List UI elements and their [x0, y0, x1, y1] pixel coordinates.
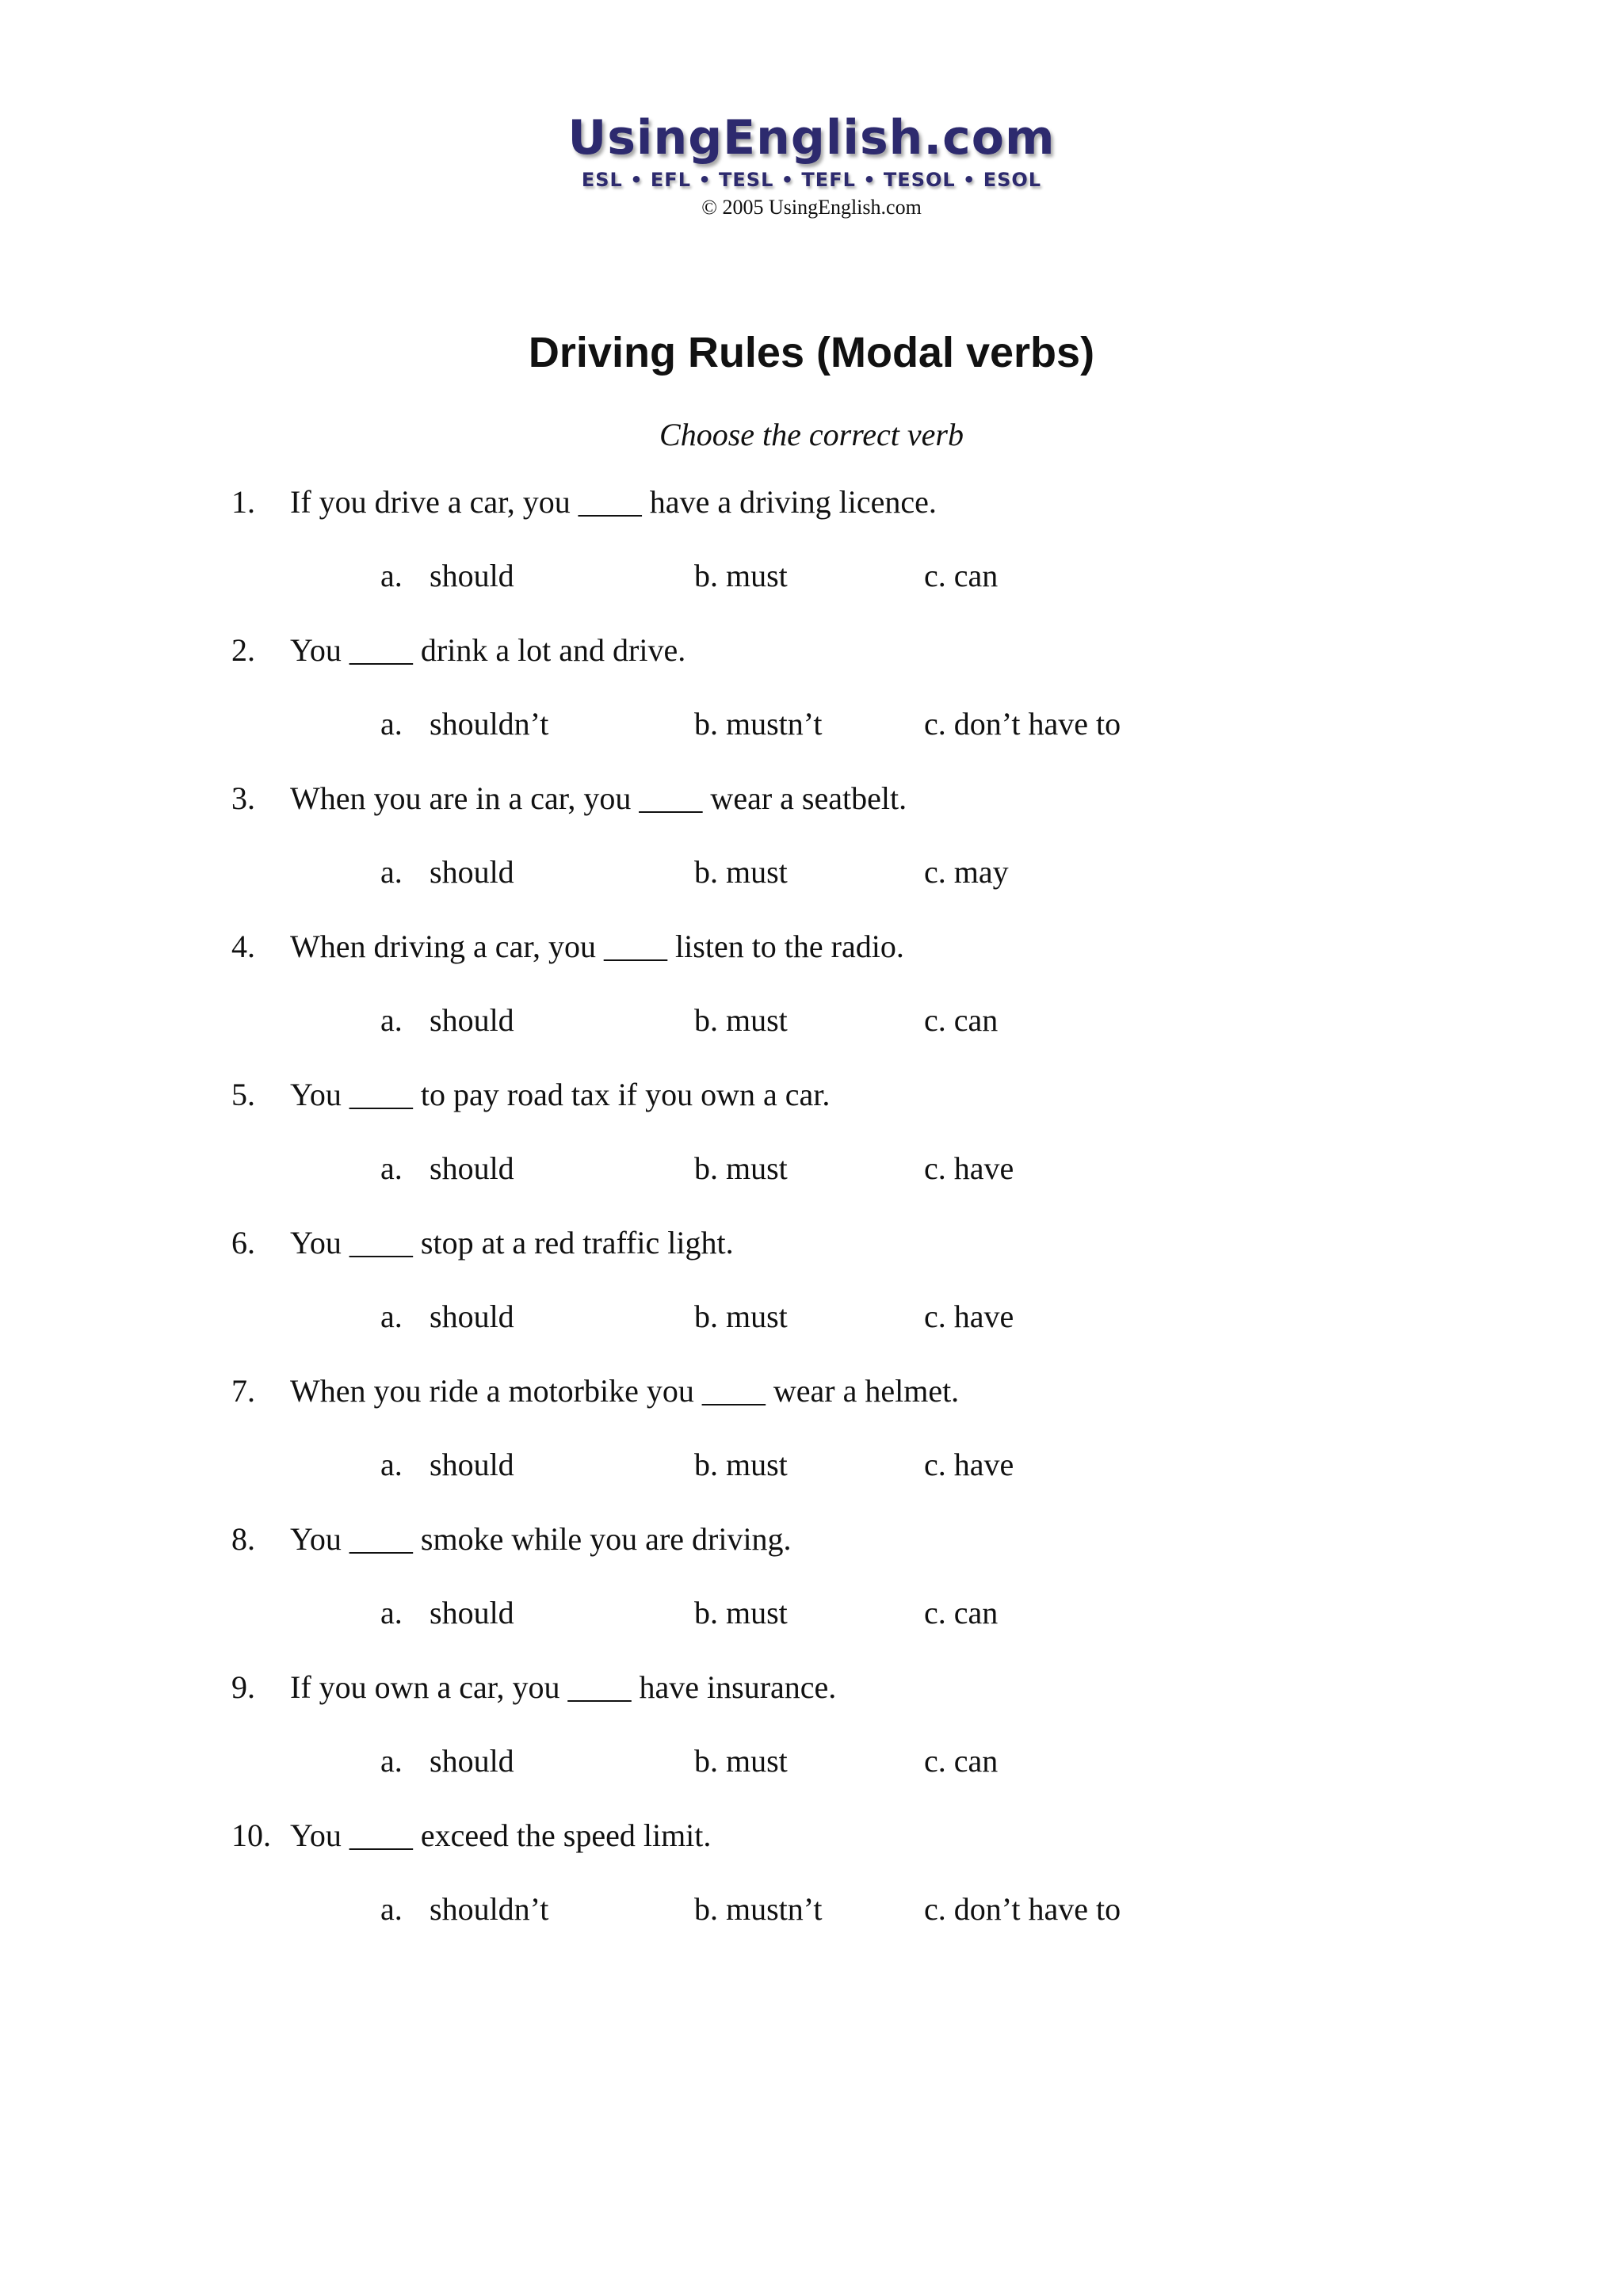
site-logo: UsingEnglish.com	[567, 110, 1056, 166]
question-row	[0, 482, 1623, 522]
question-number: 2.	[231, 632, 255, 668]
page-title: Driving Rules (Modal verbs)	[528, 329, 1095, 376]
answer-options-row	[0, 1001, 1623, 1040]
option-a: should	[430, 1595, 514, 1630]
option-a: should	[430, 1150, 514, 1186]
option-c: c. don’t have to	[924, 1891, 1121, 1927]
option-b: b. must	[694, 1595, 788, 1630]
answer-options-row	[0, 556, 1623, 596]
copyright-notice: © 2005 UsingEnglish.com	[701, 196, 922, 219]
question-number: 5.	[231, 1077, 255, 1112]
option-a: should	[430, 854, 514, 890]
option-a-letter: a.	[380, 558, 403, 593]
option-a-letter: a.	[380, 1447, 403, 1482]
question-row	[0, 927, 1623, 967]
answer-options-row	[0, 1297, 1623, 1337]
option-a: should	[430, 1299, 514, 1334]
question-text: You ____ drink a lot and drive.	[290, 632, 686, 668]
option-c: c. have	[924, 1150, 1014, 1186]
answer-options-row	[0, 1741, 1623, 1781]
option-a-letter: a.	[380, 1299, 403, 1334]
question-text: When driving a car, you ____ listen to the radio.	[290, 929, 904, 964]
answer-options-row	[0, 1445, 1623, 1485]
question-text: If you own a car, you ____ have insurance.	[290, 1669, 837, 1705]
option-a: should	[430, 1447, 514, 1482]
answer-options-row	[0, 1149, 1623, 1188]
question-number: 7.	[231, 1373, 255, 1409]
answer-options-row	[0, 704, 1623, 744]
question-text: When you ride a motorbike you ____ wear a helmet.	[290, 1373, 960, 1409]
option-c: c. have	[924, 1447, 1014, 1482]
question-number: 4.	[231, 929, 255, 964]
option-a: should	[430, 1002, 514, 1038]
option-c: c. may	[924, 854, 1009, 890]
question-row	[0, 1668, 1623, 1707]
option-a-letter: a.	[380, 1595, 403, 1630]
question-text: If you drive a car, you ____ have a driving licence.	[290, 484, 937, 520]
question-text: You ____ to pay road tax if you own a car.	[290, 1077, 831, 1112]
option-a-letter: a.	[380, 1891, 403, 1927]
answer-options-row	[0, 1890, 1623, 1929]
option-b: b. must	[694, 1002, 788, 1038]
option-b: b. must	[694, 1299, 788, 1334]
question-number: 6.	[231, 1225, 255, 1261]
question-text: You ____ stop at a red traffic light.	[290, 1225, 734, 1261]
option-c: c. can	[924, 1595, 999, 1630]
question-text: When you are in a car, you ____ wear a seatbelt.	[290, 780, 907, 816]
option-a: shouldn’t	[430, 706, 549, 742]
question-row	[0, 1816, 1623, 1855]
option-b: b. must	[694, 854, 788, 890]
answer-options-row	[0, 852, 1623, 892]
question-number: 9.	[231, 1669, 255, 1705]
option-a-letter: a.	[380, 854, 403, 890]
logo-block	[0, 109, 1623, 220]
question-number: 1.	[231, 484, 255, 520]
option-b: b. mustn’t	[694, 706, 823, 742]
question-number: 3.	[231, 780, 255, 816]
option-c: c. have	[924, 1299, 1014, 1334]
option-b: b. must	[694, 1447, 788, 1482]
question-row	[0, 631, 1623, 670]
option-c: c. can	[924, 1002, 999, 1038]
option-b: b. mustn’t	[694, 1891, 823, 1927]
question-text: You ____ exceed the speed limit.	[290, 1817, 712, 1853]
option-b: b. must	[694, 558, 788, 593]
option-a: shouldn’t	[430, 1891, 549, 1927]
option-a: should	[430, 1743, 514, 1779]
option-a-letter: a.	[380, 1002, 403, 1038]
question-number: 8.	[231, 1521, 255, 1557]
question-number: 10.	[231, 1817, 271, 1853]
instruction-text: Choose the correct verb	[659, 417, 964, 452]
option-b: b. must	[694, 1743, 788, 1779]
question-row	[0, 1520, 1623, 1559]
question-text: You ____ smoke while you are driving.	[290, 1521, 792, 1557]
question-row	[0, 1075, 1623, 1115]
option-c: c. can	[924, 558, 999, 593]
option-c: c. don’t have to	[924, 706, 1121, 742]
logo-tagline: ESL • EFL • TESL • TEFL • TESOL • ESOL	[581, 169, 1042, 191]
answer-options-row	[0, 1593, 1623, 1633]
question-row	[0, 779, 1623, 818]
question-row	[0, 1371, 1623, 1411]
option-a: should	[430, 558, 514, 593]
question-row	[0, 1223, 1623, 1263]
option-c: c. can	[924, 1743, 999, 1779]
option-b: b. must	[694, 1150, 788, 1186]
option-a-letter: a.	[380, 1743, 403, 1779]
option-a-letter: a.	[380, 1150, 403, 1186]
option-a-letter: a.	[380, 706, 403, 742]
